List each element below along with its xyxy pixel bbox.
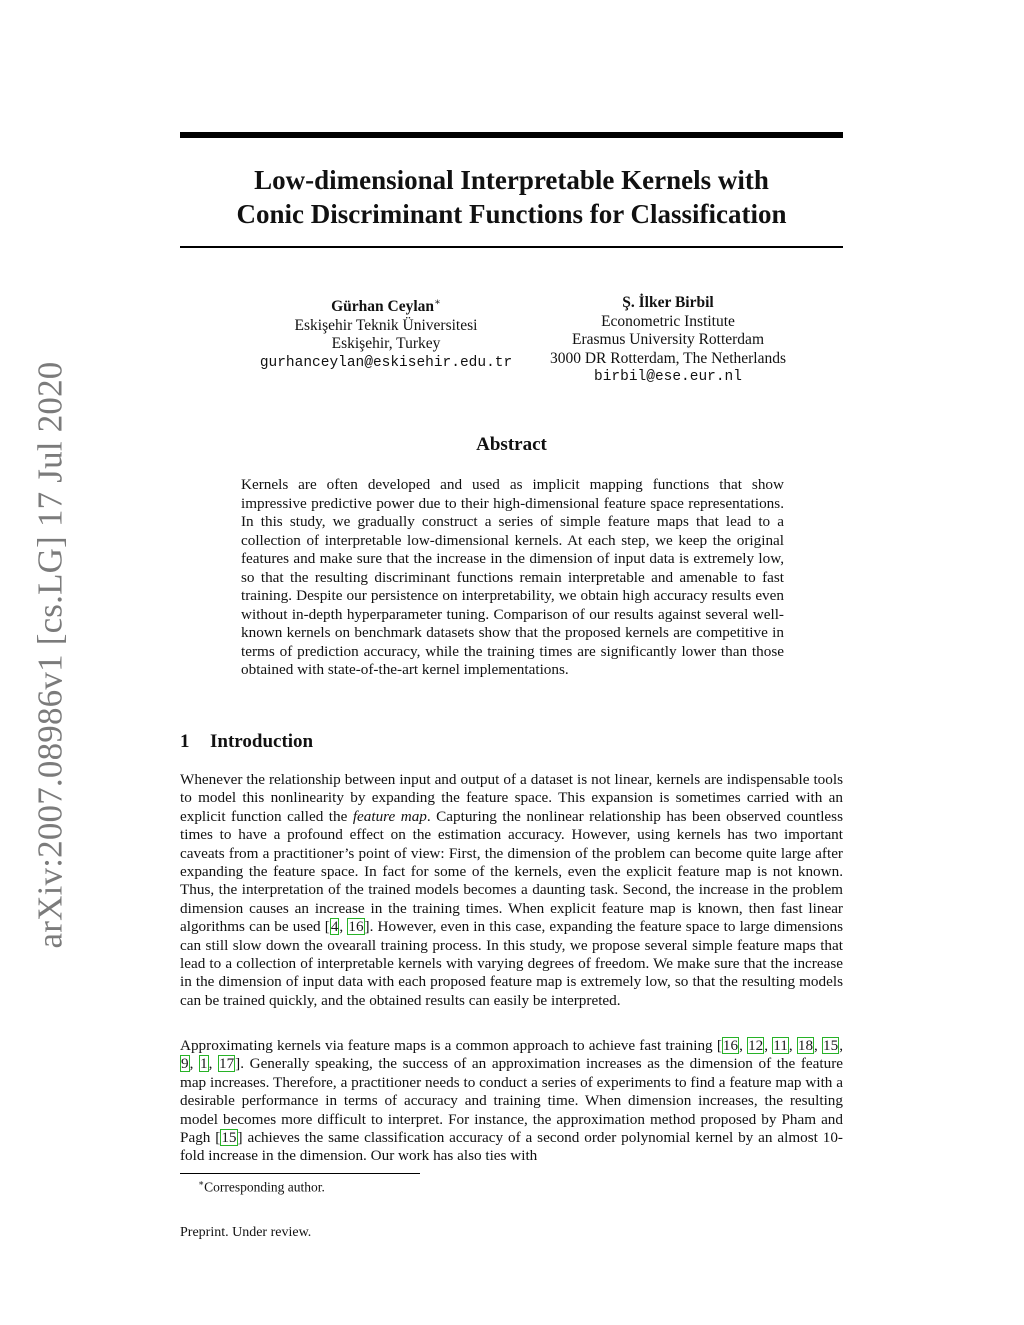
preprint-note: Preprint. Under review. bbox=[180, 1225, 312, 1240]
abstract-heading: Abstract bbox=[476, 434, 547, 455]
abstract-text: Kernels are often developed and used as implicit mapping functions that show impressive predictive power due to their high-dimensional feature space representations. In this study, we gradually construct a series of simple feature maps that lead to a collection of interpretable low-dimensional kernels. At each step, we keep the original features and make sure that the increase in the dimension of input data is extremely low, so that the resulting discriminant functions remain interpretable and amenable to fast training. Despite our persistence on interpretability, we obtain high accuracy results even without in-depth hyperparameter tuning. Comparison of our results against several well-known kernels on benchmark datasets show that the proposed kernels are competitive in terms of prediction accuracy, while the training times are significantly lower than those obtained with state-of-the-art kernel implementations. bbox=[241, 476, 784, 678]
intro-paragraph-2 bbox=[180, 1037, 843, 1166]
text-run: ] achieves the same classification accuracy of a second order polynomial kernel by an almost 10-fold increase in the dimension. Our work has also ties with bbox=[180, 1129, 843, 1165]
citation-link[interactable]: 16 bbox=[722, 1037, 739, 1054]
section-number: 1 bbox=[180, 731, 190, 752]
author-affiliation: Econometric Institute bbox=[601, 312, 735, 330]
text-run: , bbox=[739, 1037, 748, 1054]
feature-map-term: feature map bbox=[352, 807, 427, 825]
footnote-marker: ∗ bbox=[198, 1178, 205, 1188]
title-bottom-rule bbox=[180, 246, 843, 248]
title-line-2: Conic Discriminant Functions for Classification bbox=[236, 199, 787, 229]
citation-link[interactable]: 16 bbox=[348, 918, 364, 936]
footnote-rule bbox=[180, 1173, 420, 1174]
text-run: Approximating kernels via feature maps is a common approach to achieve fast training [ bbox=[180, 1037, 722, 1054]
citation-link[interactable]: 11 bbox=[773, 1037, 788, 1054]
citation-link[interactable]: 18 bbox=[797, 1037, 814, 1054]
author-affiliation: Eskişehir Teknik Üniversitesi bbox=[294, 316, 478, 334]
text-run: , bbox=[208, 1055, 218, 1073]
text-run: . Capturing the nonlinear relationship has been observed countless times to have a profound effect on the estimation accuracy. However, using kernels has two important caveats from a practitioner’s point of view: First, the dimension of the problem can become quite large after expanding the feature space. In fact for some of the kernels, even the explicit feature map is not known. Thus, the interpretation of the trained models becomes a daunting task. Second, the increase in the problem dimension causes an increase in the training times. When explicit feature map is known, then fast linear algorithms can be used [ bbox=[180, 807, 843, 936]
text-run: ]. However, even in this case, expanding the feature space to large dimensions can still slow down the ovearall training process. In this study, we propose several simple feature maps that lead to a collection of interpretable kernels with varying degrees of freedom. We make sure that the increase in the dimension of input data with each proposed feature map is extremely low, so that the resulting models can be trained quickly, and the obtained results can easily be interpreted. bbox=[180, 918, 843, 1009]
intro-paragraph-1 bbox=[180, 771, 843, 1010]
author-email: birbil@ese.eur.nl bbox=[594, 369, 742, 385]
citation-link[interactable]: 12 bbox=[748, 1037, 764, 1054]
text-run: , bbox=[814, 1037, 823, 1054]
author-email: gurhanceylan@eskisehir.edu.tr bbox=[259, 354, 513, 371]
citation-link[interactable]: 1 bbox=[199, 1055, 208, 1073]
paper-title bbox=[180, 163, 843, 231]
author-institution: Erasmus University Rotterdam bbox=[572, 331, 764, 348]
author-block-1 bbox=[220, 294, 552, 372]
citation-link[interactable]: 4 bbox=[330, 918, 339, 936]
author-location: Eskişehir, Turkey bbox=[331, 335, 441, 353]
author-name: Ş. İlker Birbil bbox=[622, 294, 714, 311]
title-line-1: Low-dimensional Interpretable Kernels with bbox=[254, 165, 769, 195]
author-address: 3000 DR Rotterdam, The Netherlands bbox=[549, 349, 787, 367]
text-run: Whenever the relationship between input and output of a dataset is not linear, kernels are indispensable tools to model this nonlinearity by expanding the feature space. This expansion is sometimes carried with an explicit function called the bbox=[180, 771, 843, 825]
citation-link[interactable]: 9 bbox=[181, 1055, 189, 1073]
footnote-text: Corresponding author. bbox=[204, 1179, 325, 1195]
arxiv-identifier: arXiv:2007.08986v1 [cs.LG] 17 Jul 2020 bbox=[30, 361, 70, 949]
text-run: , bbox=[839, 1037, 844, 1054]
section-heading bbox=[180, 731, 313, 753]
author-name: Gürhan Ceylan bbox=[331, 298, 435, 316]
arxiv-sidebar bbox=[28, 360, 72, 950]
title-top-rule bbox=[180, 132, 843, 138]
author-footnote-marker: ∗ bbox=[434, 297, 441, 308]
citation-link[interactable]: 15 bbox=[823, 1037, 839, 1054]
text-run: , bbox=[764, 1037, 773, 1054]
text-run: ]. Generally speaking, the success of an approximation increases as the dimension of the feature map increases. Therefore, a practitioner needs to conduct a series of experiments to find a feature map with a desirable performance in terms of accuracy and training time. When dimension increases, the resulting model becomes more difficult to interpret. For instance, the approximation method proposed by Pham and Pagh [ bbox=[180, 1055, 844, 1147]
citation-link[interactable]: 15 bbox=[221, 1129, 237, 1147]
text-run: , bbox=[339, 918, 348, 936]
text-run: , bbox=[189, 1055, 199, 1073]
author-block-2 bbox=[520, 294, 816, 387]
text-run: , bbox=[788, 1037, 797, 1054]
section-title: Introduction bbox=[210, 731, 314, 752]
footnote bbox=[198, 1178, 325, 1196]
citation-link[interactable]: 17 bbox=[218, 1055, 235, 1073]
